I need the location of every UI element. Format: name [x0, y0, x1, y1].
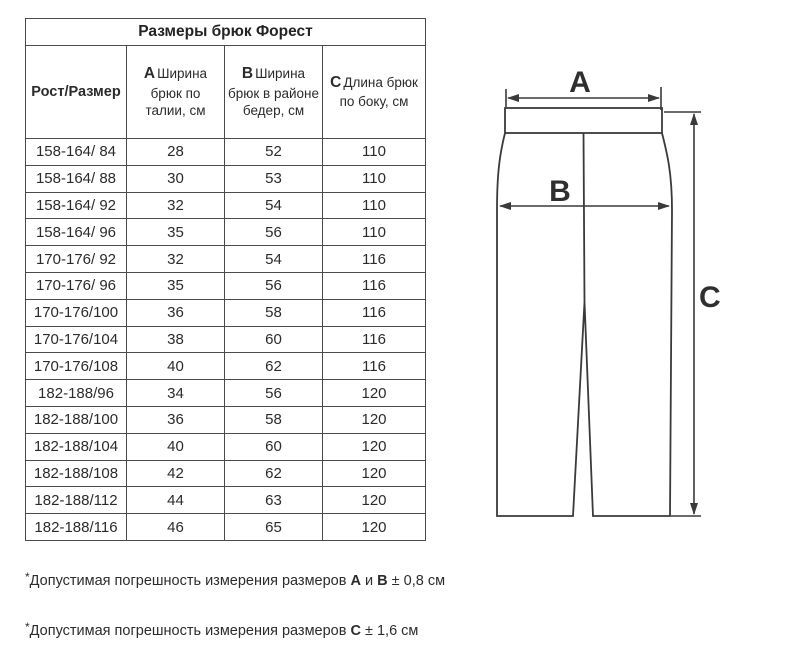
size-table-body	[26, 139, 426, 541]
value-cell: 42	[127, 460, 225, 487]
value-cell: 116	[323, 246, 426, 273]
col-letter-c: C	[330, 74, 342, 92]
table-row	[26, 272, 426, 299]
value-cell: 65	[225, 514, 323, 541]
value-cell: 120	[323, 433, 426, 460]
size-cell: 182-188/108	[26, 460, 127, 487]
value-cell: 110	[323, 139, 426, 166]
front-crease-line	[584, 133, 585, 302]
size-cell: 182-188/104	[26, 433, 127, 460]
table-title-row	[26, 19, 426, 46]
value-cell: 54	[225, 246, 323, 273]
table-header-row	[26, 46, 426, 139]
value-cell: 53	[225, 165, 323, 192]
value-cell: 56	[225, 380, 323, 407]
size-cell: 182-188/116	[26, 514, 127, 541]
value-cell: 120	[323, 487, 426, 514]
col-label-b: Ширина брюк в районе бедер, см	[228, 66, 319, 119]
col-label-a: Ширина брюк по талии, см	[145, 66, 208, 119]
value-cell: 62	[225, 460, 323, 487]
value-cell: 32	[127, 192, 225, 219]
table-row	[26, 433, 426, 460]
footnote-bold-b: B	[377, 573, 388, 589]
value-cell: 40	[127, 353, 225, 380]
value-cell: 46	[127, 514, 225, 541]
size-cell: 158-164/ 92	[26, 192, 127, 219]
value-cell: 56	[225, 272, 323, 299]
table-row	[26, 299, 426, 326]
col-header-height-size: Рост/Размер	[26, 46, 127, 139]
footnote-tolerance-a-b	[25, 570, 445, 589]
value-cell: 52	[225, 139, 323, 166]
waistband	[505, 108, 662, 133]
col-header-hip-width	[225, 46, 323, 139]
table-row	[26, 326, 426, 353]
footnote-text: Допустимая погрешность измерения размеров	[29, 573, 351, 589]
size-cell: 182-188/100	[26, 406, 127, 433]
label-b: B	[549, 175, 571, 208]
footnote-text-mid: и	[360, 573, 378, 589]
value-cell: 32	[127, 246, 225, 273]
value-cell: 116	[323, 272, 426, 299]
value-cell: 58	[225, 406, 323, 433]
table-row	[26, 353, 426, 380]
col-header-waist-width	[127, 46, 225, 139]
size-cell: 170-176/100	[26, 299, 127, 326]
value-cell: 60	[225, 326, 323, 353]
value-cell: 110	[323, 165, 426, 192]
value-cell: 110	[323, 219, 426, 246]
col-label-c: Длина брюк по боку, см	[339, 75, 418, 110]
size-cell: 158-164/ 88	[26, 165, 127, 192]
size-cell: 158-164/ 96	[26, 219, 127, 246]
col-letter-a: A	[143, 65, 156, 83]
value-cell: 120	[323, 460, 426, 487]
table-row	[26, 219, 426, 246]
size-table	[25, 18, 426, 541]
size-cell: 170-176/ 92	[26, 246, 127, 273]
table-row	[26, 380, 426, 407]
table-title: Размеры брюк Форест	[26, 19, 426, 46]
value-cell: 54	[225, 192, 323, 219]
table-row	[26, 406, 426, 433]
footnote-text: Допустимая погрешность измерения размеров	[29, 623, 351, 639]
size-cell: 182-188/112	[26, 487, 127, 514]
value-cell: 116	[323, 299, 426, 326]
value-cell: 36	[127, 299, 225, 326]
value-cell: 58	[225, 299, 323, 326]
value-cell: 34	[127, 380, 225, 407]
label-c: C	[699, 281, 721, 314]
size-cell: 170-176/108	[26, 353, 127, 380]
table-row	[26, 514, 426, 541]
value-cell: 110	[323, 192, 426, 219]
footnote-asterisk: *	[25, 570, 30, 584]
size-cell: 182-188/96	[26, 380, 127, 407]
table-row	[26, 139, 426, 166]
value-cell: 56	[225, 219, 323, 246]
footnote-tolerance-value: ± 1,6 см	[360, 623, 419, 639]
value-cell: 63	[225, 487, 323, 514]
value-cell: 120	[323, 380, 426, 407]
footnote-bold-c: C	[350, 623, 361, 639]
table-row	[26, 165, 426, 192]
size-cell: 170-176/ 96	[26, 272, 127, 299]
value-cell: 116	[323, 326, 426, 353]
size-cell: 158-164/ 84	[26, 139, 127, 166]
value-cell: 28	[127, 139, 225, 166]
value-cell: 60	[225, 433, 323, 460]
value-cell: 38	[127, 326, 225, 353]
value-cell: 116	[323, 353, 426, 380]
value-cell: 44	[127, 487, 225, 514]
value-cell: 62	[225, 353, 323, 380]
table-row	[26, 487, 426, 514]
label-a: A	[569, 66, 591, 99]
size-cell: 170-176/104	[26, 326, 127, 353]
table-row	[26, 460, 426, 487]
table-row	[26, 192, 426, 219]
footnote-bold-a: A	[350, 573, 361, 589]
value-cell: 35	[127, 272, 225, 299]
value-cell: 120	[323, 406, 426, 433]
value-cell: 36	[127, 406, 225, 433]
footnote-tolerance-value: ± 0,8 см	[387, 573, 446, 589]
col-letter-b: B	[241, 65, 254, 83]
table-row	[26, 246, 426, 273]
value-cell: 35	[127, 219, 225, 246]
value-cell: 120	[323, 514, 426, 541]
value-cell: 30	[127, 165, 225, 192]
col-header-side-length	[323, 46, 426, 139]
trousers-diagram	[480, 60, 730, 530]
footnote-tolerance-c	[25, 620, 418, 639]
value-cell: 40	[127, 433, 225, 460]
footnote-asterisk: *	[25, 620, 30, 634]
